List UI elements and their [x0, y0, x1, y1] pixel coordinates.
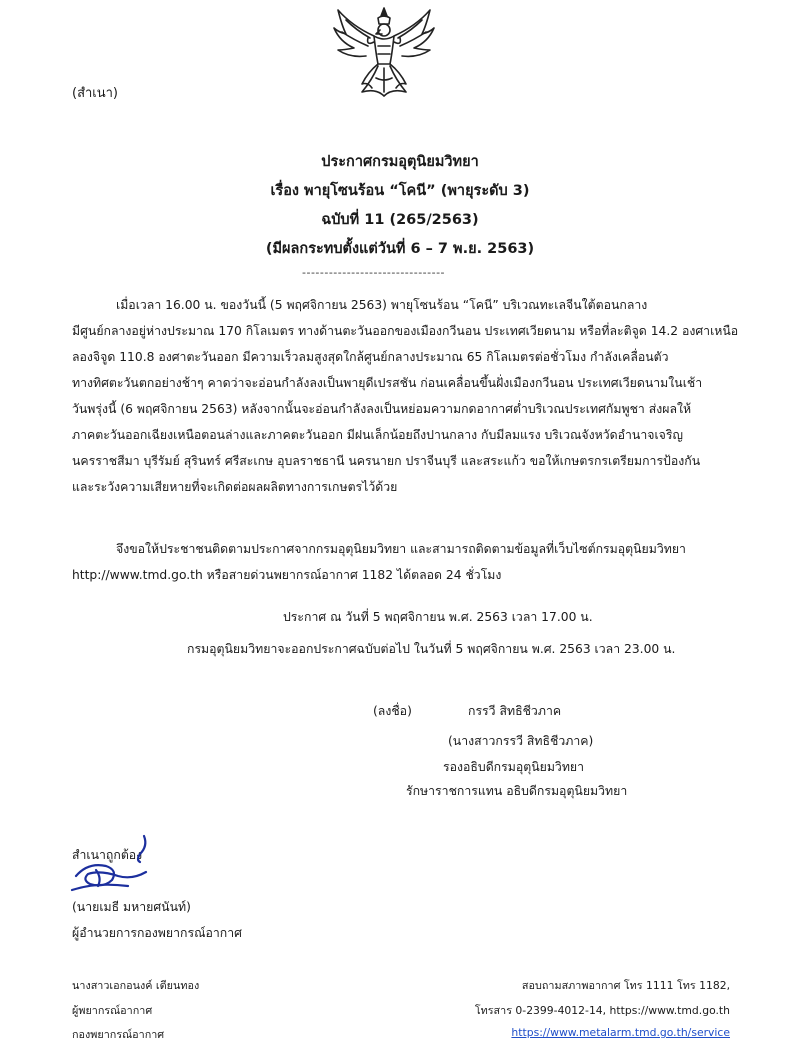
footer-author-name: นางสาวเอกอนงค์ เตียนทอง	[72, 979, 200, 992]
paragraph-1-line: นครราชสีมา บุรีรัมย์ สุรินทร์ ศรีสะเกษ อุบลราชธานี นครนายก ปราจีนบุรี และสระแก้ว ขอให้เกษตรกรเตรียมการป้องกัน	[72, 454, 701, 468]
footer-service-link[interactable]: https://www.metalarm.tmd.go.th/service	[511, 1026, 730, 1039]
signatory-position: รองอธิบดีกรมอุตุนิยมวิทยา	[443, 760, 585, 774]
certifier-position: ผู้อำนวยการกองพยากรณ์อากาศ	[72, 926, 242, 940]
copy-mark: (สำเนา)	[72, 86, 119, 101]
signature-label: (ลงชื่อ)	[373, 704, 412, 718]
paragraph-2-line: จึงขอให้ประชาชนติดตามประกาศจากกรมอุตุนิยมวิทยา และสามารถติดตามข้อมูลที่เว็บไซต์กรมอุตุนิยมวิทยา	[116, 542, 686, 556]
paragraph-1-line: วันพรุ่งนี้ (6 พฤศจิกายน 2563) หลังจากนั้นจะอ่อนกำลังลงเป็นหย่อมความกดอากาศต่ำบริเวณประเทศกัมพูชา ส่งผลให้	[72, 402, 692, 416]
certified-copy-label: สำเนาถูกต้อง	[72, 848, 143, 862]
next-announce-time: กรมอุตุนิยมวิทยาจะออกประกาศฉบับต่อไป ในวันที่ 5 พฤศจิกายน พ.ศ. 2563 เวลา 23.00 น.	[187, 642, 676, 656]
footer-contact-phone: สอบถามสภาพอากาศ โทร 1111 โทร 1182,	[521, 979, 730, 992]
signatory-acting-position: รักษาราชการแทน อธิบดีกรมอุตุนิยมวิทยา	[406, 784, 628, 798]
garuda-emblem-icon	[332, 6, 436, 98]
document-subject: เรื่อง พายุโซนร้อน “โคนี” (พายุระดับ 3)	[270, 183, 530, 199]
paragraph-1-line: เมื่อเวลา 16.00 น. ของวันนี้ (5 พฤศจิกายน 2563) พายุโซนร้อน “โคนี” บริเวณทะเลจีนใต้ตอนกลาง	[116, 298, 648, 312]
title-divider: --------------------------------	[302, 266, 446, 279]
signatory-name: กรรวี สิทธิชีวภาค	[468, 704, 562, 718]
paragraph-1-line: มีศูนย์กลางอยู่ห่างประมาณ 170 กิโลเมตร ทางด้านตะวันออกของเมืองกวีนอน ประเทศเวียดนาม หรือที่ละติจูด 14.2 องศาเหนือ	[72, 324, 739, 338]
certifier-name: (นายเมธี มหายศนันท์)	[72, 900, 191, 914]
paragraph-2-line: http://www.tmd.go.th หรือสายด่วนพยากรณ์อากาศ 1182 ได้ตลอด 24 ชั่วโมง	[72, 568, 502, 582]
document-issue-number: ฉบับที่ 11 (265/2563)	[321, 212, 479, 228]
announce-date: ประกาศ ณ วันที่ 5 พฤศจิกายน พ.ศ. 2563 เวลา 17.00 น.	[283, 610, 593, 624]
paragraph-1-line: และระวังความเสียหายที่จะเกิดต่อผลผลิตทางการเกษตรไว้ด้วย	[72, 480, 398, 494]
footer-author-division: กองพยากรณ์อากาศ	[72, 1028, 165, 1041]
document-effect-dates: (มีผลกระทบตั้งแต่วันที่ 6 – 7 พ.ย. 2563)	[265, 241, 535, 257]
paragraph-1-line: ลองจิจูด 110.8 องศาตะวันออก มีความเร็วลมสูงสุดใกล้ศูนย์กลางประมาณ 65 กิโลเมตรต่อชั่วโมง กำลังเคลื่อนตัว	[72, 350, 669, 364]
footer-author-role: ผู้พยากรณ์อากาศ	[72, 1004, 153, 1017]
document-title: ประกาศกรมอุตุนิยมวิทยา	[321, 154, 479, 170]
signatory-full-name: (นางสาวกรรวี สิทธิชีวภาค)	[448, 734, 594, 748]
paragraph-1-line: ภาคตะวันออกเฉียงเหนือตอนล่างและภาคตะวันออก มีฝนเล็กน้อยถึงปานกลาง กับมีลมแรง บริเวณจังหวัดอำนาจเจริญ	[72, 428, 683, 442]
handwritten-signature-icon	[66, 832, 156, 898]
footer-contact-fax: โทรสาร 0-2399-4012-14, https://www.tmd.go.th	[474, 1004, 730, 1017]
paragraph-1-line: ทางทิศตะวันตกอย่างช้าๆ คาดว่าจะอ่อนกำลังลงเป็นพายุดีเปรสชัน ก่อนเคลื่อนขึ้นฝั่งเมืองกวีนอน ประเทศเวียดนามในเช้า	[72, 376, 703, 390]
